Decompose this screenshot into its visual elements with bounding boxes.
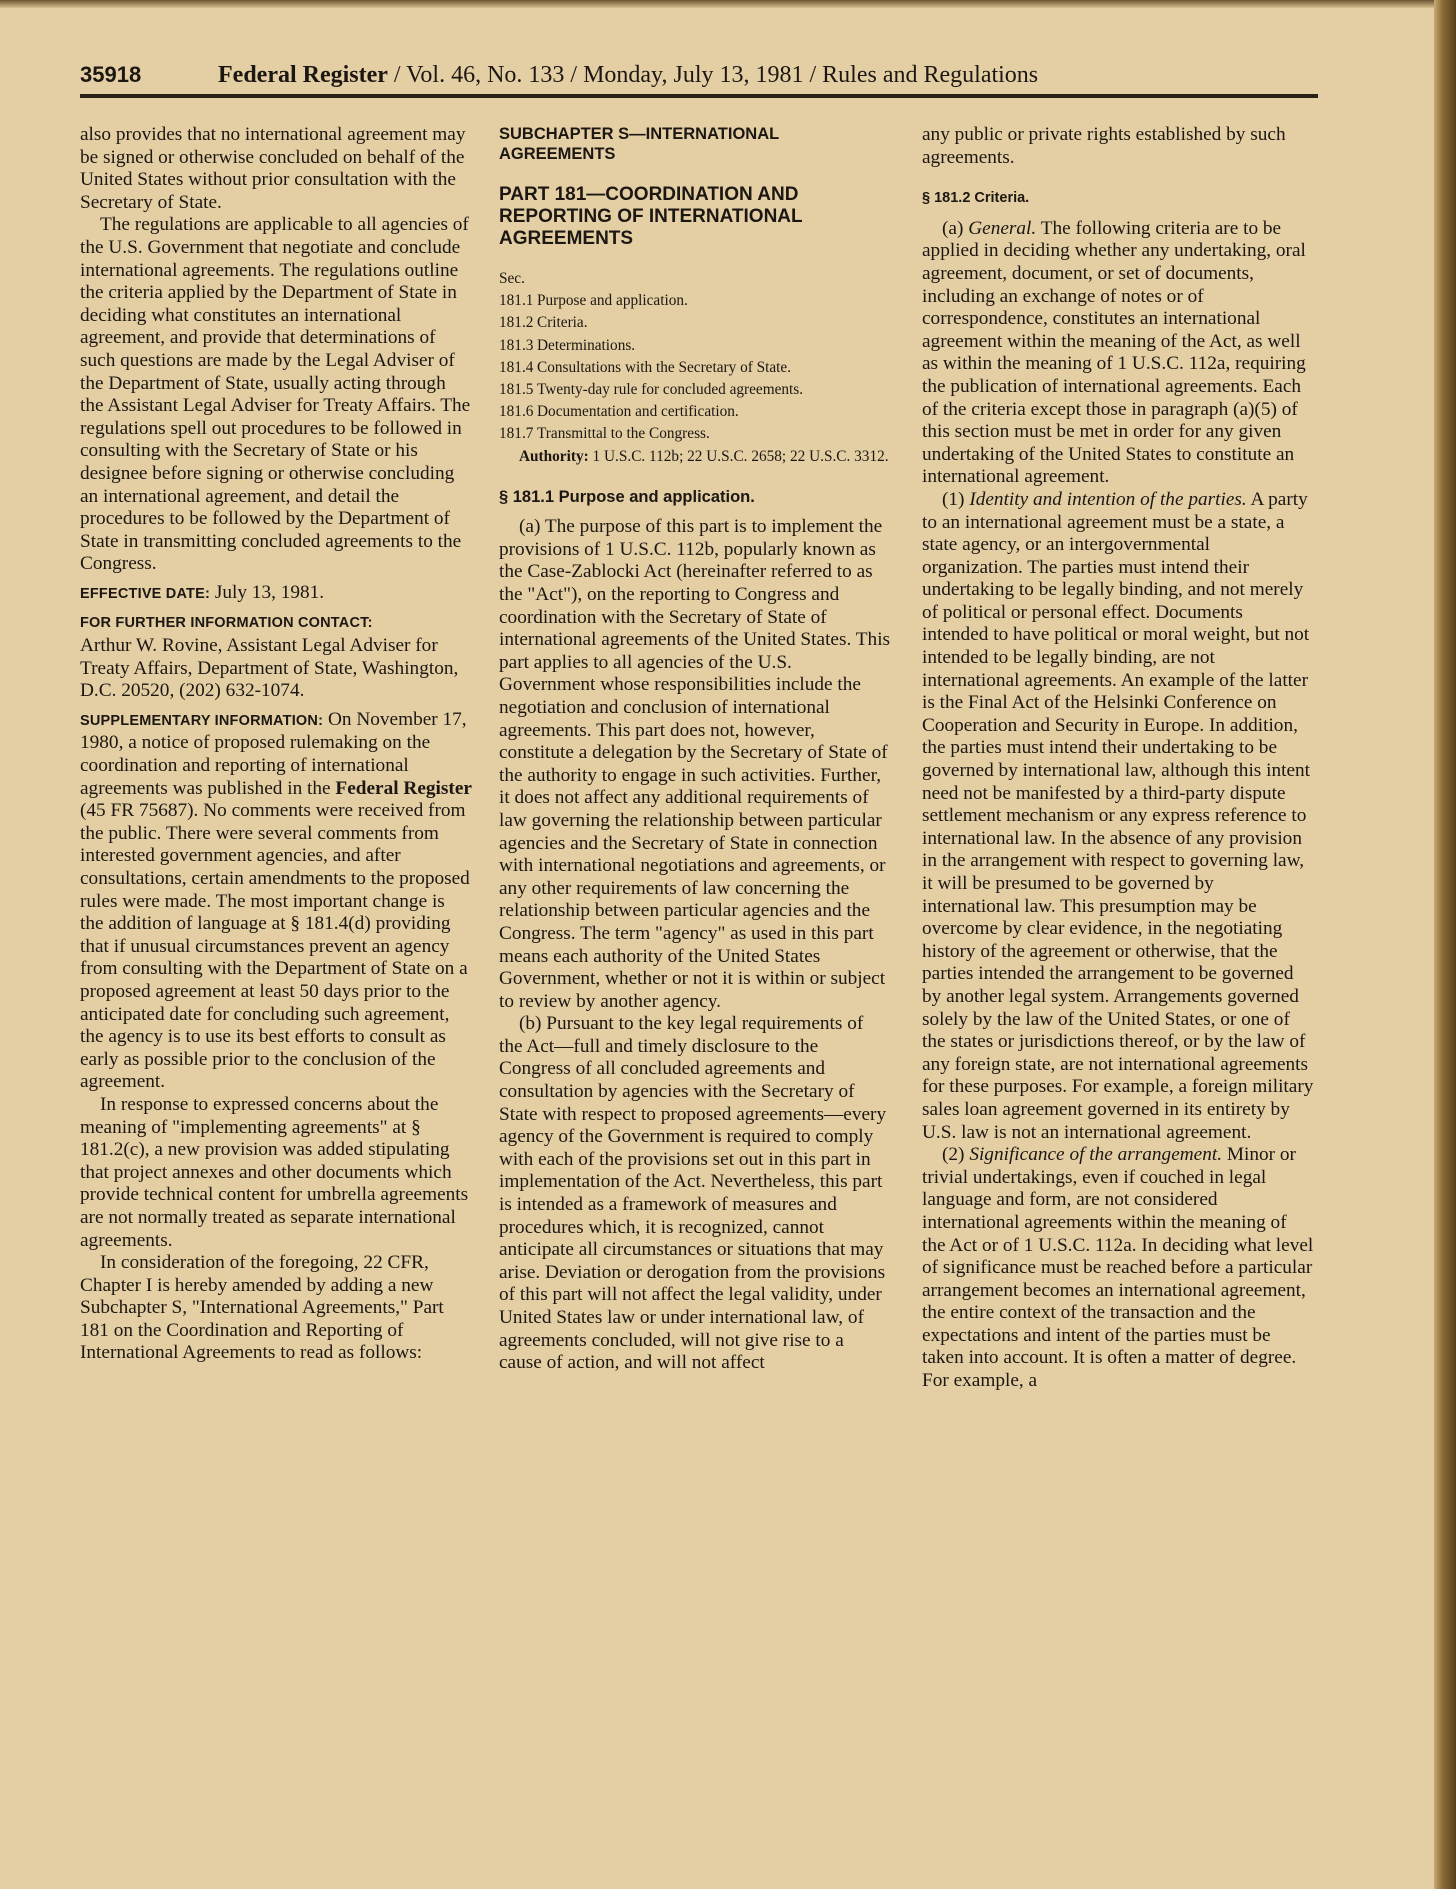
para-text: Minor or trivial undertakings, even if couched in legal language and form, are not considered international agreements within the meaning of the Act or of 1 U.S.C. 112a. In deciding what level of significance must be reached before a particular arrangement becomes an international agreement, the entire context of the transaction and the expectations and intent of the parties must be taken into account. It is often a matter of degree. For example, a	[922, 1144, 1314, 1392]
toc-title: Twenty-day rule for concluded agreements.	[537, 381, 804, 399]
paragraph-significance	[922, 1144, 1314, 1393]
toc-item	[499, 290, 891, 312]
supplementary-label: SUPPLEMENTARY INFORMATION:	[80, 712, 324, 729]
para-title: General.	[968, 217, 1037, 239]
para-title: Identity and intention of the parties.	[969, 488, 1247, 510]
supplementary-info	[80, 709, 472, 1094]
supplementary-text: On November 17, 1980, a notice of proposed rulemaking on the coordination and reporting of international agreements was published in the	[80, 708, 467, 799]
page-top-edge	[0, 0, 1456, 8]
para-marker: (a)	[942, 217, 964, 239]
paragraph: In consideration of the foregoing, 22 CFR, Chapter I is hereby amended by adding a new Subchapter S, "International Agreements," Part 181 on the Coordination and Reporting of International Agreements to read as follows:	[80, 1252, 444, 1364]
paragraph-identity	[922, 489, 1314, 1144]
para-marker: (2)	[942, 1144, 965, 1166]
toc-item	[499, 335, 891, 357]
toc-title: Consultations with the Secretary of State.	[537, 358, 792, 376]
toc-num: 181.1	[499, 292, 534, 310]
toc-item	[499, 312, 891, 334]
toc-title: Transmittal to the Congress.	[537, 425, 710, 443]
authority-label: Authority:	[519, 447, 589, 465]
para-text: The following criteria are to be applied in deciding whether any undertaking, oral agreement, document, or set of documents, including an exchange of notes or of correspondence, constitutes an international agreement within the meaning of the Act, as well as within the meaning of 1 U.S.C. 112a, requiring the publication of international agreements. Each of the criteria except those in paragraph (a)(5) of this section must be met in order for any given undertaking of the United States to constitute an international agreement.	[922, 217, 1306, 488]
subchapter-heading: SUBCHAPTER S—INTERNATIONAL AGREEMENTS	[499, 125, 779, 163]
toc-num: 181.4	[499, 358, 534, 376]
para-marker: (1)	[942, 488, 965, 510]
authority-line	[499, 446, 891, 468]
header-title	[218, 62, 1038, 89]
paragraph: (b) Pursuant to the key legal requirements of the Act—full and timely disclosure to the Congress of all concluded agreements and consultation by agencies with the Secretary of State with respect to proposed agreements—every agency of the Government is required to comply with each of the provisions set out in this part in implementation of the Act. Nevertheless, this part is intended as a framework of measures and procedures which, it is recognized, cannot anticipate all circumstances or situations that may arise. Deviation or derogation from the provisions of this part will not affect the legal validity, under United States law or under international law, of agreements concluded, will not give rise to a cause of action, and will not affect	[499, 1013, 887, 1374]
toc-item	[499, 423, 891, 445]
running-header	[80, 60, 1318, 98]
toc-item	[499, 379, 891, 401]
toc-num: 181.2	[499, 314, 534, 332]
column-3	[922, 124, 1314, 1864]
column-2	[499, 124, 891, 1864]
toc-num: 181.6	[499, 403, 534, 421]
publication-name: Federal Register	[218, 62, 388, 88]
para-title: Significance of the arrangement.	[969, 1144, 1223, 1166]
part-heading: PART 181—COORDINATION AND REPORTING OF INTERNATIONAL AGREEMENTS	[499, 184, 803, 249]
section-heading-181-1: § 181.1 Purpose and application.	[499, 487, 755, 506]
toc-title: Criteria.	[537, 314, 588, 332]
page-number: 35918	[80, 62, 142, 87]
contact-info	[80, 611, 472, 702]
page-binding-edge	[1434, 0, 1456, 1889]
supplementary-text: (45 FR 75687). No comments were received from the public. There were several comments from interested government agencies, and after consultations, certain amendments to the proposed rules were made. The most important change is the addition of language at § 181.4(d) providing that if unusual circumstances prevent an agency from consulting with the Department of State on a proposed agreement at least 50 days prior to the anticipated date for concluding such agreement, the agency is to use its best efforts to consult as early as possible prior to the conclusion of the agreement.	[80, 800, 470, 1093]
authority-text: 1 U.S.C. 112b; 22 U.S.C. 2658; 22 U.S.C. 3312.	[592, 447, 889, 465]
contact-label: FOR FURTHER INFORMATION CONTACT:	[80, 615, 373, 632]
contact-text: Arthur W. Rovine, Assistant Legal Adviser for Treaty Affairs, Department of State, Washington, D.C. 20520, (202) 632-1074.	[80, 635, 459, 702]
paragraph-general	[922, 218, 1314, 489]
issue-info: / Vol. 46, No. 133 / Monday, July 13, 1981 / Rules and Regulations	[393, 62, 1039, 88]
effective-date	[80, 582, 472, 606]
para-text: A party to an international agreement must be a state, a state agency, or an intergovernmental organization. The parties must intend their undertaking to be legally binding, and not merely of political or personal effect. Documents intended to have political or moral weight, but not intended to be legally binding, are not international agreements. An example of the latter is the Final Act of the Helsinki Conference on Cooperation and Security in Europe. In addition, the parties must intend their undertaking to be governed by international law, although this intent need not be manifested by a third-party dispute settlement mechanism or any express reference to international law. In the absence of any provision in the arrangement with respect to governing law, it will be presumed to be governed by international law. This presumption may be overcome by clear evidence, in the negotiating history of the agreement or otherwise, that the parties intended the arrangement to be governed by another legal system. Arrangements governed solely by the law of the United States, or one of the states or jurisdictions thereof, or by the law of any foreign state, are not international agreements for these purposes. For example, a foreign military sales loan agreement governed in its entirety by U.S. law is not an international agreement.	[922, 488, 1314, 1143]
paragraph: The regulations are applicable to all agencies of the U.S. Government that negotiate and conclude international agreements. The regulations outline the criteria applied by the Department of State in deciding what constitutes an international agreement, and provide that determinations of such questions are made by the Legal Adviser of the Department of State, usually acting through the Assistant Legal Adviser for Treaty Affairs. The regulations spell out procedures to be followed in consulting with the Secretary of State or his designee before signing or otherwise concluding an international agreement, and detail the procedures to be followed by the Department of State in transmitting concluded agreements to the Congress.	[80, 214, 471, 575]
federal-register-ref: Federal Register	[335, 777, 472, 799]
paragraph: (a) The purpose of this part is to implement the provisions of 1 U.S.C. 112b, popularly known as the Case-Zablocki Act (hereinafter referred to as the "Act"), on the reporting to Congress and coordination with the Secretary of State of international agreements of the United States. This part applies to all agencies of the U.S. Government whose responsibilities include the negotiation and conclusion of international agreements. This part does not, however, constitute a delegation by the Secretary of State of the authority to engage in such activities. Further, it does not affect any additional requirements of law governing the relationship between particular agencies and the Secretary of State in connection with international negotiations and agreements, or any other requirements of law concerning the relationship between particular agencies and the Congress. The term "agency" as used in this part means each authority of the United States Government, whether or not it is within or subject to review by another agency.	[499, 516, 891, 1012]
paragraph: also provides that no international agreement may be signed or otherwise concluded on behalf of the United States without prior consultation with the Secretary of State.	[80, 124, 466, 213]
toc-num: 181.7	[499, 425, 534, 443]
toc-num: 181.3	[499, 336, 534, 354]
effective-date-value: July 13, 1981.	[214, 581, 325, 603]
column-1	[80, 124, 472, 1864]
table-of-contents	[499, 268, 891, 468]
toc-title: Determinations.	[537, 336, 636, 354]
toc-title: Documentation and certification.	[537, 403, 739, 421]
paragraph: any public or private rights established by such agreements.	[922, 124, 1286, 168]
toc-title: Purpose and application.	[537, 292, 688, 310]
toc-item	[499, 357, 891, 379]
effective-date-label: EFFECTIVE DATE:	[80, 585, 211, 602]
toc-num: 181.5	[499, 381, 534, 399]
paragraph: In response to expressed concerns about the meaning of "implementing agreements" at § 181.2(c), a new provision was added stipulating that project annexes and other documents which provide technical content for umbrella agreements are not normally treated as separate international agreements.	[80, 1093, 469, 1251]
toc-item	[499, 401, 891, 423]
toc-sec-label: Sec.	[499, 270, 525, 287]
section-heading-181-2: § 181.2 Criteria.	[922, 190, 1030, 207]
